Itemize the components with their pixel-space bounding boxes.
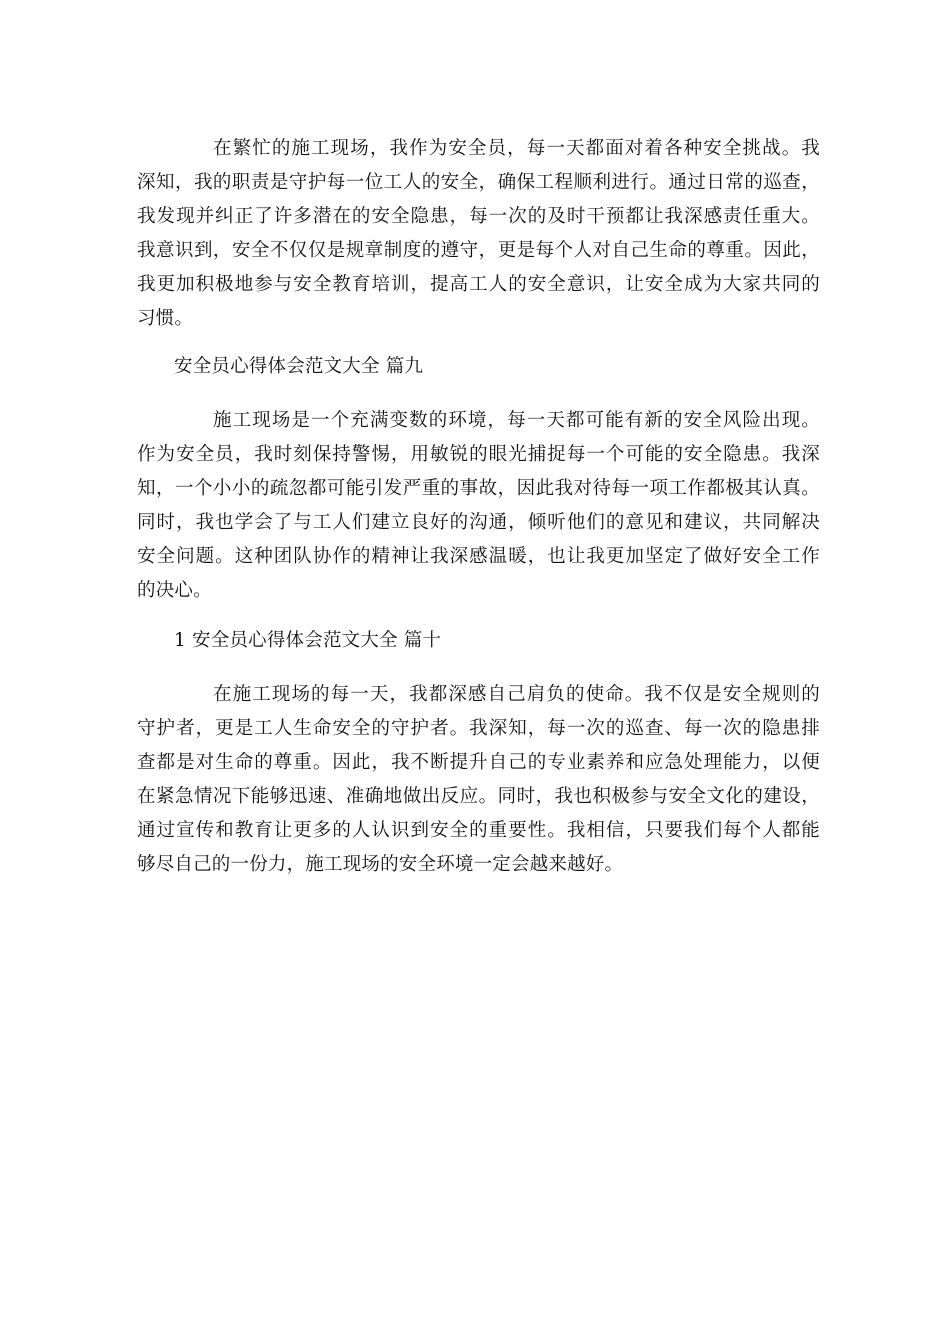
paragraph-line: 习惯。 — [137, 308, 194, 329]
paragraph-line: 查都是对生命的尊重。因此，我不断提升自己的专业素养和应急处理能力，以便 — [137, 752, 820, 773]
paragraph-line: 在施工现场的每一天，我都深感自己肩负的使命。我不仅是安全规则的 — [213, 684, 820, 705]
paragraph-line: 同时，我也学会了与工人们建立良好的沟通，倾听他们的意见和建议，共同解决 — [137, 512, 820, 533]
paragraph-line: 我发现并纠正了许多潜在的安全隐患，每一次的及时干预都让我深感责任重大。 — [137, 206, 820, 227]
paragraph-line: 深知，我的职责是守护每一位工人的安全，确保工程顺利进行。通过日常的巡查， — [137, 172, 820, 193]
section-heading-10: 1 安全员心得体会范文大全 篇十 — [174, 630, 442, 651]
paragraph-line: 安全问题。这种团队协作的精神让我深感温暖，也让我更加坚定了做好安全工作 — [137, 546, 820, 567]
paragraph-line: 作为安全员，我时刻保持警惕，用敏锐的眼光捕捉每一个可能的安全隐患。我深 — [137, 444, 820, 465]
paragraph-line: 够尽自己的一份力，施工现场的安全环境一定会越来越好。 — [137, 854, 624, 875]
paragraph-line: 通过宣传和教育让更多的人认识到安全的重要性。我相信，只要我们每个人都能 — [137, 820, 820, 841]
paragraph-line: 的决心。 — [137, 580, 212, 601]
paragraph-2 — [137, 404, 820, 608]
section-heading-9: 安全员心得体会范文大全 篇九 — [174, 356, 424, 377]
paragraph-line: 守护者，更是工人生命安全的守护者。我深知，每一次的巡查、每一次的隐患排 — [137, 718, 820, 739]
paragraph-line: 知，一个小小的疏忽都可能引发严重的事故，因此我对待每一项工作都极其认真。 — [137, 478, 820, 499]
paragraph-line: 在紧急情况下能够迅速、准确地做出反应。同时，我也积极参与安全文化的建设， — [137, 786, 820, 807]
paragraph-line: 我意识到，安全不仅仅是规章制度的遵守，更是每个人对自己生命的尊重。因此， — [137, 240, 820, 261]
paragraph-1 — [137, 132, 820, 336]
paragraph-line: 我更加积极地参与安全教育培训，提高工人的安全意识，让安全成为大家共同的 — [137, 274, 820, 295]
paragraph-line: 在繁忙的施工现场，我作为安全员，每一天都面对着各种安全挑战。我 — [213, 138, 820, 159]
paragraph-3 — [137, 678, 820, 882]
paragraph-line: 施工现场是一个充满变数的环境，每一天都可能有新的安全风险出现。 — [213, 410, 820, 431]
